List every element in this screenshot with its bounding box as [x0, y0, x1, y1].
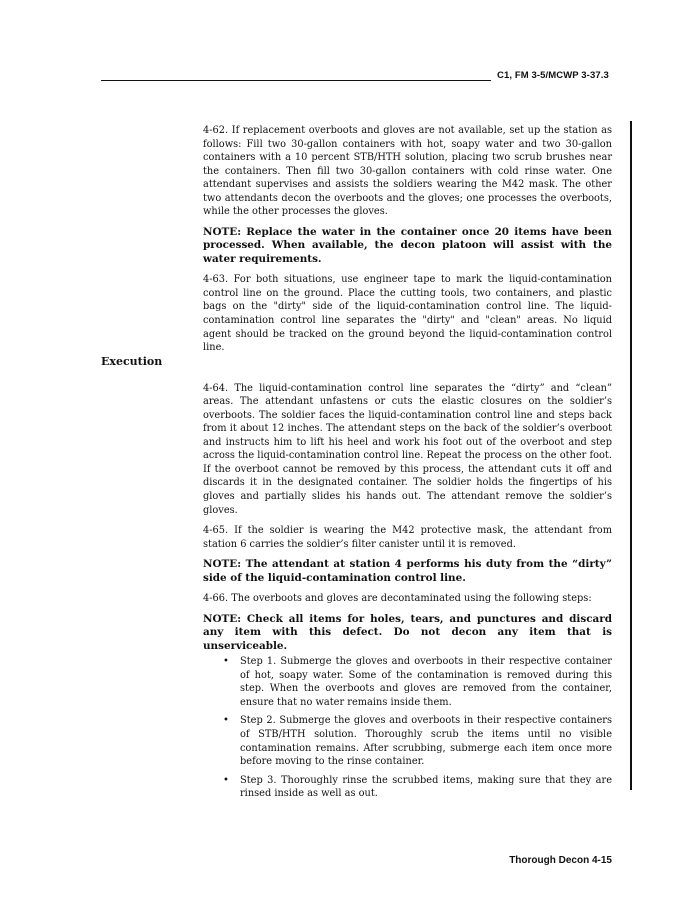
step-text: Step 3. Thoroughly rinse the scrubbed items, making sure that they are rinsed inside as well as out. — [240, 774, 612, 800]
page-footer: Thorough Decon 4-15 — [509, 855, 612, 866]
steps-list — [203, 655, 612, 800]
list-item — [223, 714, 612, 768]
paragraph-4-62: 4-62. If replacement overboots and gloves are not available, set up the station as follows: Fill two 30-gallon containers with hot, soapy water and two 30-gallon containers with a 10 percent STB/HTH solution, placing two scrub brushes near the containers. Then fill two 30-gallon containers with cold rinse water. One attendant supervises and assists the soldiers wearing the M42 mask. The other two attendants decon the overboots and the gloves; one processes the overboots, while the other processes the gloves. — [203, 125, 612, 218]
paragraph-4-65: 4-65. If the soldier is wearing the M42 protective mask, the attendant from station 6 carries the soldier’s filter canister until it is removed. — [203, 525, 612, 550]
header-rule — [101, 80, 491, 81]
bullet-icon: • — [223, 715, 229, 727]
running-head: C1, FM 3-5/MCWP 3-37.3 — [497, 70, 609, 81]
paragraph-4-66: 4-66. The overboots and gloves are decontaminated using the following steps: — [203, 593, 592, 605]
step-text: Step 1. Submerge the gloves and overboots in their respective container of hot, soapy water. Some of the contamination is removed during this step. When the overboots and gloves are removed from the container, ensure that no water remains inside them. — [240, 656, 612, 708]
step-text: Step 2. Submerge the gloves and overboots in their respective containers of STB/HTH solution. Thoroughly scrub the items until no visible contamination remains. After scrubbing, submerge each item once more before moving to the rinse container. — [240, 715, 612, 768]
bullet-icon: • — [223, 656, 229, 668]
paragraph-4-64: 4-64. The liquid-contamination control line separates the “dirty” and “clean” areas. The attendant unfastens or cuts the elastic closures on the soldier’s overboots. The soldier faces the liquid-contamination control line and steps back from it about 12 inches. The attendant steps on the back of the soldier’s overboot and instructs him to lift his heel and work his foot out of the overboot and step across the liquid-contamination control line. Repeat the process on the other foot. If the overboot cannot be removed by this process, the attendant cuts it off and discards it in the designated container. The soldier holds the fingertips of his gloves and partially slides his hands out. The attendant remove the soldier’s gloves. — [203, 382, 612, 516]
change-bar — [630, 121, 632, 790]
note-check-items: NOTE: Check all items for holes, tears, and punctures and discard any item with this defect. Do not decon any item that is unserviceable. — [203, 612, 612, 652]
body-content — [203, 124, 612, 806]
list-item — [223, 774, 612, 801]
side-heading-execution: Execution — [101, 355, 163, 368]
paragraph-4-63: 4-63. For both situations, use engineer tape to mark the liquid-contamination control line on the ground. Place the cutting tools, two containers, and plastic bags on the "dirty" side of the liquid-contamination control line. The liquid-contamination control line separates the "dirty" and "clean" areas. No liquid agent should be tracked on the ground beyond the liquid-contamination control line. — [203, 274, 612, 354]
bullet-icon: • — [223, 774, 229, 786]
list-item — [223, 655, 612, 709]
note-replace-water: NOTE: Replace the water in the container once 20 items have been processed. When available, the decon platoon will assist with the water requirements. — [203, 225, 612, 265]
note-station-4: NOTE: The attendant at station 4 performs his duty from the “dirty” side of the liquid-contamination control line. — [203, 558, 612, 584]
